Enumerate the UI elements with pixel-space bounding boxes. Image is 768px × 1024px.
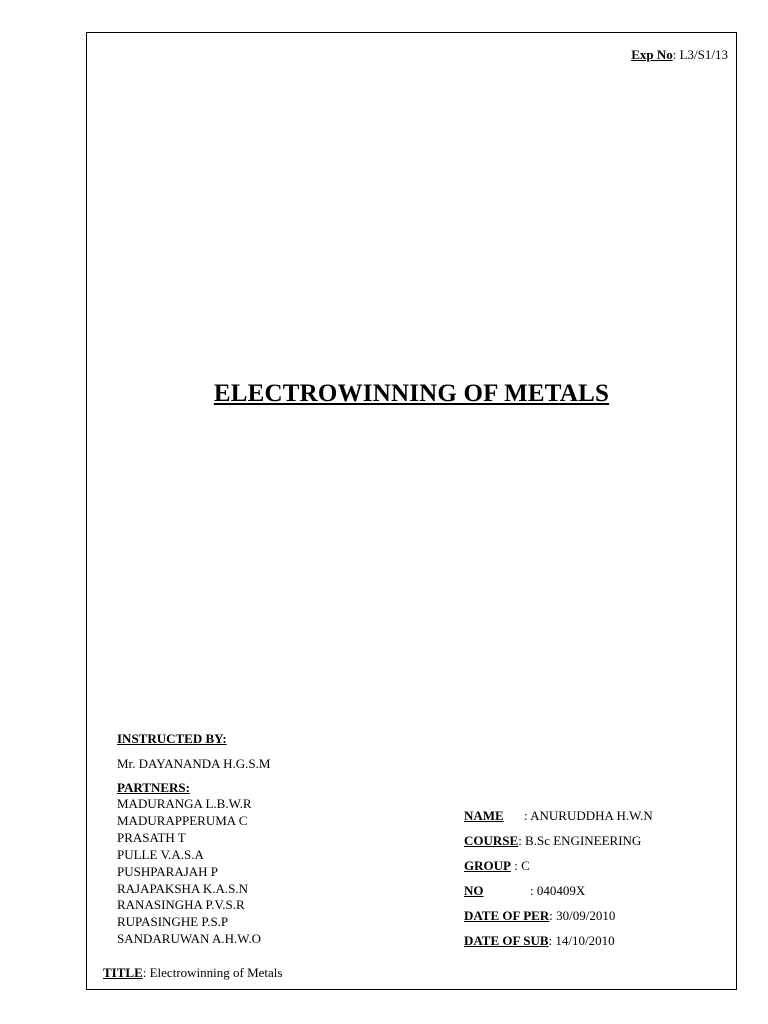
title-value: : Electrowinning of Metals — [142, 965, 283, 980]
partner-item: SANDARUWAN A.H.W.O — [117, 931, 261, 947]
exp-no-value: : L3/S1/13 — [672, 47, 728, 62]
date-performed-row — [464, 903, 653, 928]
partner-item: MADURANGA L.B.W.R — [117, 796, 252, 811]
instructed-by-heading: INSTRUCTED BY: — [117, 731, 227, 746]
partner-item: RAJAPAKSHA K.A.S.N — [117, 880, 249, 896]
group-row — [464, 853, 653, 878]
course-value: : B.Sc ENGINEERING — [518, 833, 642, 848]
no-value: : 040409X — [530, 883, 586, 898]
date-performed-label: DATE OF PER — [464, 908, 550, 923]
student-details — [464, 803, 653, 953]
partner-item: RANASINGHA P.V.S.R — [117, 897, 245, 913]
name-value: : ANURUDDHA H.W.N — [524, 808, 653, 823]
title-label: TITLE — [103, 965, 143, 980]
exp-no-label: Exp No — [631, 47, 673, 62]
partner-item: RUPASINGHE P.S.P — [117, 914, 229, 930]
partner-item: MADURAPPERUMA C — [117, 812, 248, 828]
date-submitted-value: : 14/10/2010 — [548, 933, 615, 948]
course-row — [464, 828, 653, 853]
partner-item: PULLE V.A.S.A — [117, 846, 204, 862]
left-column — [117, 731, 270, 948]
name-label: NAME — [464, 808, 504, 823]
date-submitted-label: DATE OF SUB — [464, 933, 549, 948]
page-border — [86, 32, 737, 990]
no-label: NO — [464, 883, 484, 898]
partners-list — [117, 796, 270, 948]
page-title: ELECTROWINNING OF METALS — [213, 380, 610, 407]
instructor-name: Mr. DAYANANDA H.G.S.M — [117, 756, 271, 771]
experiment-number — [631, 47, 728, 63]
date-submitted-row — [464, 928, 653, 953]
course-label: COURSE — [464, 833, 519, 848]
partner-item: PUSHPARAJAH P — [117, 863, 219, 879]
group-label: GROUP — [464, 858, 511, 873]
partner-item: PRASATH T — [117, 829, 186, 845]
name-row — [464, 803, 653, 828]
date-performed-value: : 30/09/2010 — [549, 908, 616, 923]
group-value: : C — [510, 858, 530, 873]
partners-heading: PARTNERS: — [117, 780, 190, 795]
report-title-line — [103, 965, 282, 981]
no-row — [464, 878, 653, 903]
